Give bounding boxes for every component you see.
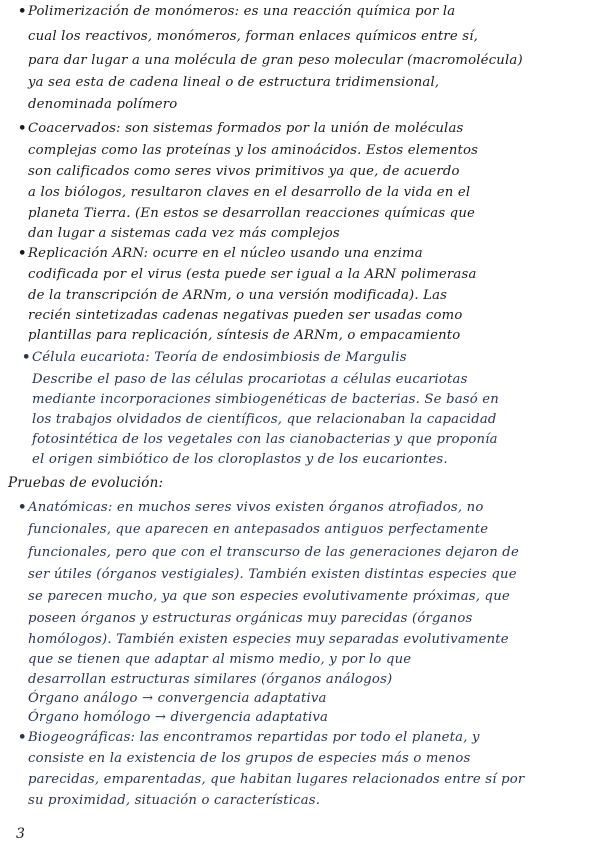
- note-line: Replicación ARN: ocurre en el núcleo usando una enzima: [28, 246, 423, 261]
- note-line: para dar lugar a una molécula de gran peso molecular (macromolécula): [28, 53, 523, 68]
- note-line: dan lugar a sistemas cada vez más complejos: [28, 226, 340, 241]
- note-line: ser útiles (órganos vestigiales). También existen distintas especies que: [28, 567, 517, 582]
- note-line: los trabajos olvidados de científicos, que relacionaban la capacidad: [32, 412, 497, 427]
- bullet-marker: •: [18, 121, 27, 136]
- note-line: Biogeográficas: las encontramos repartidas por todo el planeta, y: [28, 730, 480, 745]
- note-line: parecidas, emparentadas, que habitan lugares relacionados entre sí por: [28, 772, 525, 787]
- note-line: ya sea esta de cadena lineal o de estructura tridimensional,: [28, 75, 440, 90]
- note-line: son calificados como seres vivos primitivos ya que, de acuerdo: [28, 164, 460, 179]
- bullet-marker: •: [18, 246, 27, 261]
- bullet-marker: •: [18, 4, 27, 19]
- bullet-marker: •: [22, 350, 31, 365]
- note-line: complejas como las proteínas y los aminoácidos. Estos elementos: [28, 143, 479, 158]
- bullet-marker: •: [18, 730, 27, 745]
- note-line: Polimerización de monómeros: es una reacción química por la: [28, 4, 456, 19]
- note-line: fotosintética de los vegetales con las cianobacterias y que proponía: [32, 432, 498, 447]
- note-line: mediante incorporaciones simbiogenéticas de bacterias. Se basó en: [32, 392, 499, 407]
- note-line: Célula eucariota: Teoría de endosimbiosis de Margulis: [32, 350, 407, 365]
- note-line: el origen simbiótico de los cloroplastos y de los eucariontes.: [32, 452, 448, 467]
- note-line: desarrollan estructuras similares (órganos análogos): [28, 672, 393, 687]
- note-line: consiste en la existencia de los grupos de especies más o menos: [28, 751, 471, 766]
- note-line: funcionales, pero que con el transcurso de las generaciones dejaron de: [28, 545, 519, 560]
- section-heading: Pruebas de evolución:: [8, 475, 164, 491]
- note-line: Órgano homólogo → divergencia adaptativa: [28, 710, 329, 725]
- note-line: denominada polímero: [28, 97, 178, 112]
- note-line: cual los reactivos, monómeros, forman enlaces químicos entre sí,: [28, 29, 479, 44]
- note-line: de la transcripción de ARNm, o una versión modificada). Las: [28, 288, 448, 303]
- note-line: Anatómicas: en muchos seres vivos existen órganos atrofiados, no: [28, 500, 484, 515]
- note-line: recién sintetizadas cadenas negativas pueden ser usadas como: [28, 308, 463, 323]
- page-number: 3: [16, 826, 25, 842]
- note-line: plantillas para replicación, síntesis de ARNm, o empacamiento: [28, 328, 461, 343]
- note-line: poseen órganos y estructuras orgánicas muy parecidas (órganos: [28, 611, 473, 626]
- note-line: codificada por el virus (esta puede ser igual a la ARN polimerasa: [28, 267, 477, 282]
- note-line: Coacervados: son sistemas formados por la unión de moléculas: [28, 121, 464, 136]
- note-line: Describe el paso de las células procariotas a células eucariotas: [32, 372, 468, 387]
- note-line: a los biólogos, resultaron claves en el desarrollo de la vida en el: [28, 185, 471, 200]
- note-line: homólogos). También existen especies muy separadas evolutivamente: [28, 632, 509, 647]
- note-line: su proximidad, situación o características.: [28, 793, 321, 808]
- note-line: funcionales, que aparecen en antepasados antiguos perfectamente: [28, 522, 489, 537]
- note-line: que se tienen que adaptar al mismo medio, y por lo que: [28, 652, 412, 667]
- note-line: Órgano análogo → convergencia adaptativa: [28, 691, 327, 706]
- note-line: planeta Tierra. (En estos se desarrollan reacciones químicas que: [28, 206, 476, 221]
- bullet-marker: •: [18, 500, 27, 515]
- note-line: se parecen mucho, ya que son especies evolutivamente próximas, que: [28, 589, 510, 604]
